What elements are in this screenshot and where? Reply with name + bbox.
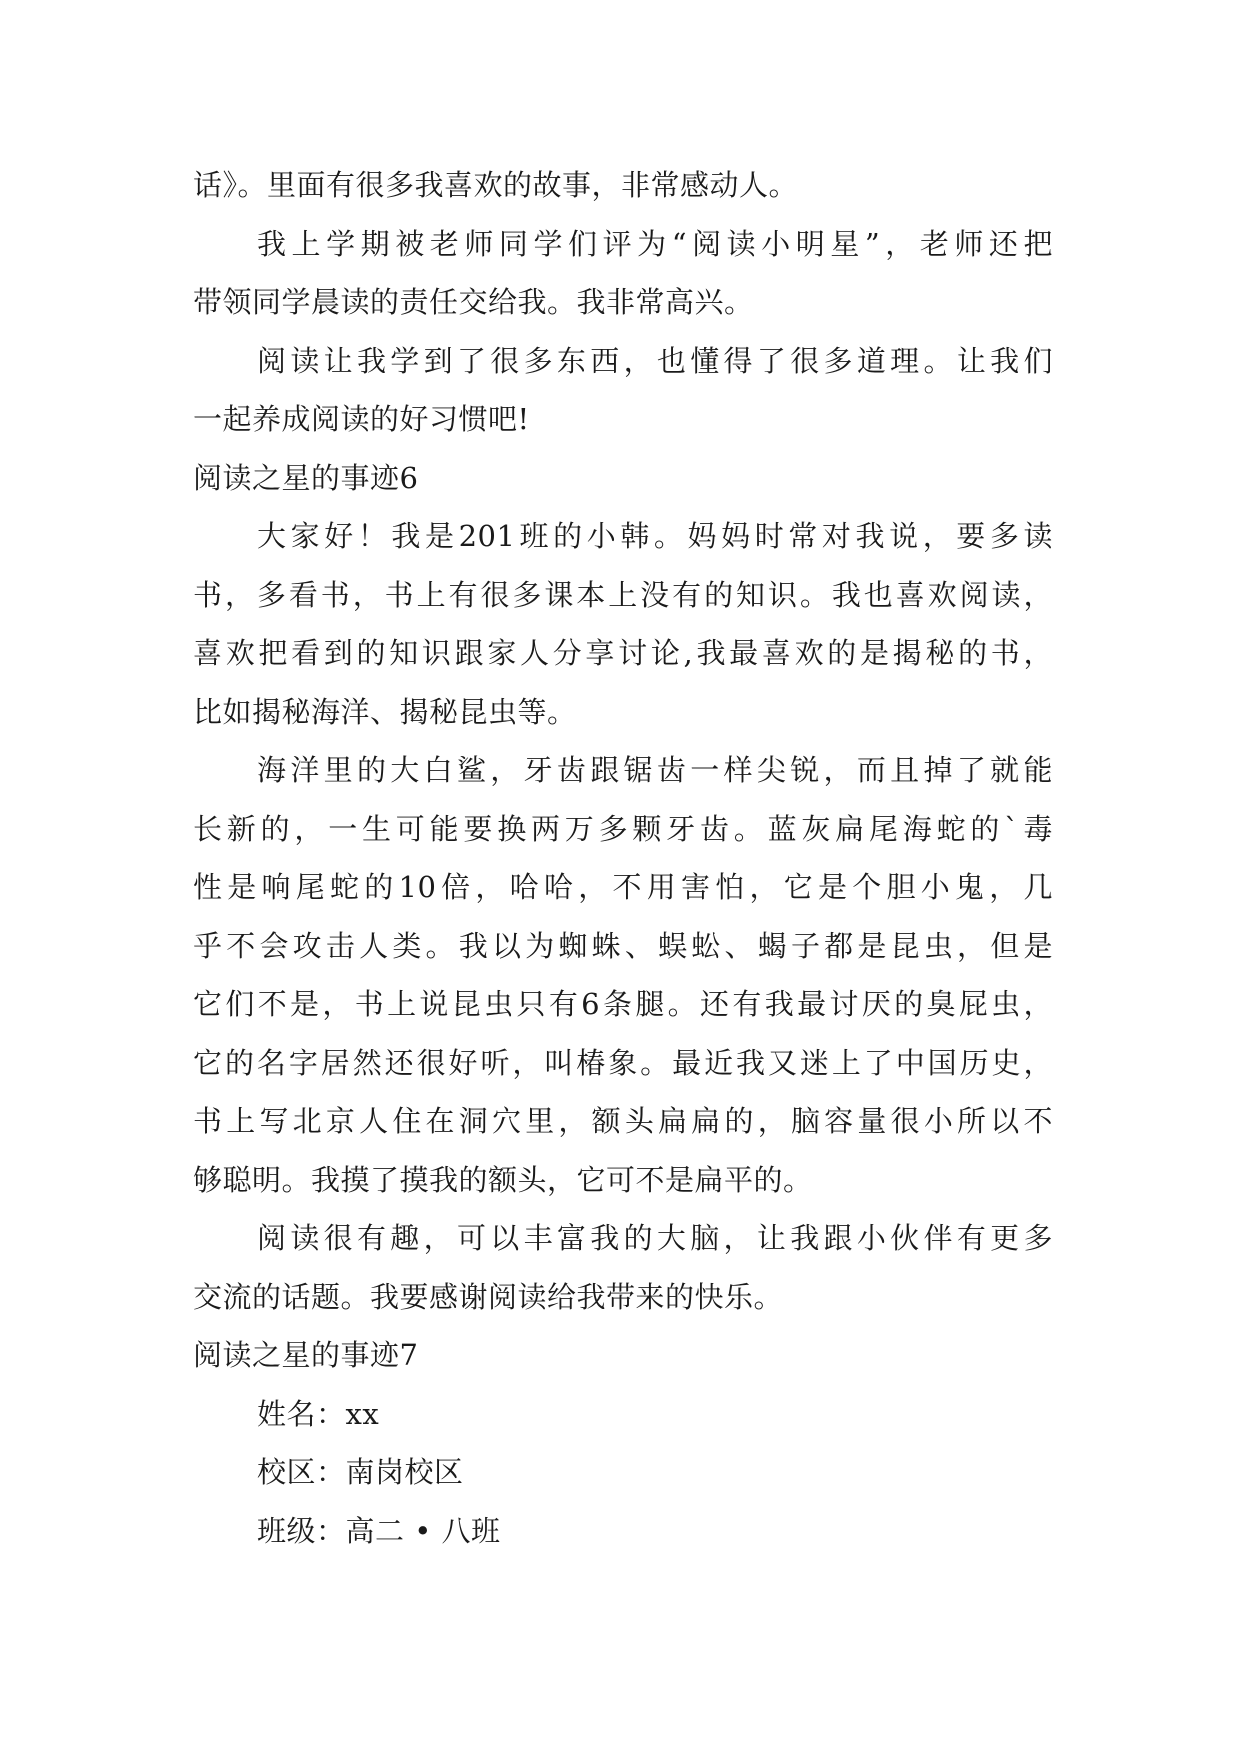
text-line: 阅读很有趣，可以丰富我的大脑，让我跟小伙伴有更多: [257, 1221, 1053, 1255]
paragraph: [193, 507, 1053, 741]
text-line: 够聪明。我摸了摸我的额头，它可不是扁平的。: [193, 1162, 813, 1197]
text-line: 话》。里面有很多我喜欢的故事，非常感动人。: [193, 168, 799, 202]
text-line: 阅读让我学到了很多东西，也懂得了很多道理。让我们: [257, 343, 1053, 378]
paragraph: [193, 215, 1053, 332]
text-line: 我上学期被老师同学们评为“阅读小明星”，老师还把: [257, 226, 1053, 261]
section-heading: [193, 1326, 1053, 1385]
paragraph: [193, 332, 1053, 449]
text-line: 书上写北京人住在洞穴里，额头扁扁的，脑容量很小所以不: [193, 1104, 1053, 1138]
info-field: [193, 1502, 1053, 1561]
text-line: 阅读之星的事迹7: [193, 1338, 419, 1372]
paragraph: [193, 1209, 1053, 1326]
text-line: 阅读之星的事迹6: [193, 460, 419, 495]
text-line: 比如揭秘海洋、揭秘昆虫等。: [193, 694, 577, 729]
text-line: 姓名：xx: [257, 1396, 380, 1431]
text-line: 海洋里的大白鲨，牙齿跟锯齿一样尖锐，而且掉了就能: [257, 753, 1053, 787]
text-line: 班级：高二 • 八班: [257, 1513, 501, 1548]
text-line: 喜欢把看到的知识跟家人分享讨论,我最喜欢的是揭秘的书，: [193, 636, 1053, 670]
text-line: 它们不是，书上说昆虫只有6条腿。还有我最讨厌的臭屁虫，: [193, 987, 1053, 1021]
document-page: [193, 156, 1053, 1560]
text-line: 它的名字居然还很好听，叫椿象。最近我又迷上了中国历史，: [193, 1045, 1053, 1080]
text-line: 乎不会攻击人类。我以为蜘蛛、蜈蚣、蝎子都是昆虫，但是: [193, 928, 1053, 963]
text-line: 书，多看书，书上有很多课本上没有的知识。我也喜欢阅读，: [193, 577, 1053, 612]
text-line: 交流的话题。我要感谢阅读给我带来的快乐。: [193, 1279, 784, 1314]
text-line: 性是响尾蛇的10倍，哈哈，不用害怕，它是个胆小鬼，几: [193, 870, 1053, 904]
info-field: [193, 1443, 1053, 1502]
text-line: 大家好！我是201班的小韩。妈妈时常对我说，要多读: [257, 519, 1053, 553]
text-line: 带领同学晨读的责任交给我。我非常高兴。: [193, 285, 754, 319]
info-field: [193, 1385, 1053, 1444]
section-heading: [193, 449, 1053, 508]
text-line: 一起养成阅读的好习惯吧!: [193, 402, 530, 436]
paragraph: [193, 741, 1053, 1209]
paragraph: [193, 156, 1053, 215]
text-line: 长新的，一生可能要换两万多颗牙齿。蓝灰扁尾海蛇的`毒: [193, 811, 1053, 846]
text-line: 校区：南岗校区: [257, 1455, 464, 1489]
